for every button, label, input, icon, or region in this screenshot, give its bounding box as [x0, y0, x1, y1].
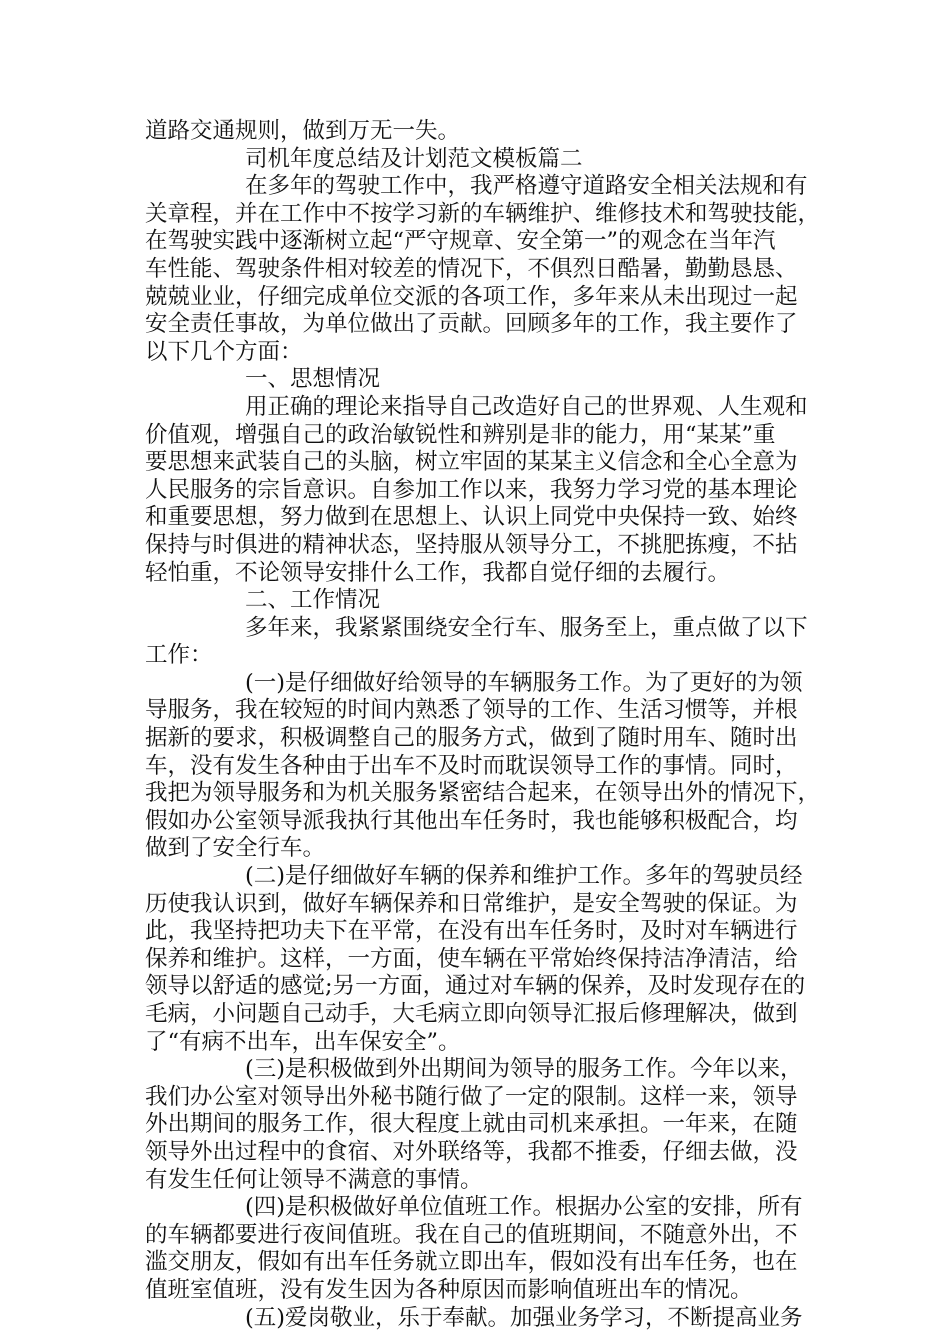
text-line: 司机年度总结及计划范文模板篇二 [245, 145, 583, 172]
text-line: 此，我坚持把功夫下在平常，在没有出车任务时，及时对车辆进行 [145, 918, 798, 945]
text-line: 一、思想情况 [245, 366, 381, 393]
text-line: 领导外出过程中的食宿、对外联络等，我都不推委，仔细去做，没 [145, 1138, 798, 1165]
text-line: 领导以舒适的感觉;另一方面，通过对车辆的保养，及时发现存在的 [145, 973, 806, 1000]
text-line: 的车辆都要进行夜间值班。我在自己的值班期间，不随意外出，不 [145, 1221, 798, 1248]
text-line: (五)爱岗敬业，乐于奉献。加强业务学习，不断提高业务 [245, 1304, 803, 1331]
text-line: 做到了安全行车。 [145, 835, 326, 862]
text-line: 安全责任事故，为单位做出了贡献。回顾多年的工作，我主要作了 [145, 311, 798, 338]
text-line: 历使我认识到，做好车辆保养和日常维护，是安全驾驶的保证。为 [145, 890, 798, 917]
text-line: 要思想来武装自己的头脑，树立牢固的某某主义信念和全心全意为 [145, 449, 798, 476]
text-line: 毛病，小问题自己动手，大毛病立即向领导汇报后修理解决，做到 [145, 1001, 798, 1027]
text-line: 兢兢业业，仔细完成单位交派的各项工作，多年来从未出现过一起 [145, 283, 798, 310]
text-line: 工作： [145, 642, 213, 669]
text-line: 保持与时俱进的精神状态，坚持服从领导分工，不挑肥拣瘦，不拈 [145, 531, 798, 558]
text-line: 外出期间的服务工作，很大程度上就由司机来承担。一年来，在随 [145, 1111, 798, 1138]
text-line: 价值观，增强自己的政治敏锐性和辨别是非的能力，用“某某”重 [145, 421, 776, 448]
text-line: 人民服务的宗旨意识。自参加工作以来，我努力学习党的基本理论 [145, 476, 798, 503]
text-line: 和重要思想，努力做到在思想上、认识上同党中央保持一致、始终 [145, 504, 798, 531]
text-line: 值班室值班，没有发生因为各种原因而影响值班出车的情况。 [145, 1276, 753, 1303]
text-line: (二)是仔细做好车辆的保养和维护工作。多年的驾驶员经 [245, 863, 803, 890]
text-line: (一)是仔细做好给领导的车辆服务工作。为了更好的为领 [245, 669, 803, 696]
document-body [145, 118, 821, 1332]
text-line: 车性能、驾驶条件相对较差的情况下，不俱烈日酷暑，勤勤恳恳、 [145, 255, 798, 282]
text-line: 滥交朋友，假如有出车任务就立即出车，假如没有出车任务，也在 [145, 1249, 798, 1276]
text-line: 以下几个方面： [145, 338, 303, 365]
text-line: 有发生任何让领导不满意的事情。 [145, 1166, 483, 1193]
text-line: (三)是积极做到外出期间为领导的服务工作。今年以来， [245, 1056, 803, 1083]
text-line: 关章程，并在工作中不按学习新的车辆维护、维修技术和驾驶技能， [145, 200, 821, 227]
text-line: 车，没有发生各种由于出车不及时而耽误领导工作的事情。同时， [145, 752, 798, 779]
text-line: 导服务，我在较短的时间内熟悉了领导的工作、生活习惯等，并根 [145, 697, 798, 724]
text-line: 轻怕重，不论领导安排什么工作，我都自觉仔细的去履行。 [145, 559, 731, 586]
text-line: 据新的要求，积极调整自己的服务方式，做到了随时用车、随时出 [145, 725, 798, 752]
text-line: 多年来，我紧紧围绕安全行车、服务至上，重点做了以下 [245, 614, 808, 641]
text-line: (四)是积极做好单位值班工作。根据办公室的安排，所有 [245, 1194, 803, 1221]
text-line: 假如办公室领导派我执行其他出车任务时，我也能够积极配合，均 [145, 807, 798, 834]
text-line: 我们办公室对领导出外秘书随行做了一定的限制。这样一来，领导 [145, 1083, 798, 1110]
text-line: 道路交通规则，做到万无一失。 [145, 118, 461, 144]
text-line: 用正确的理论来指导自己改造好自己的世界观、人生观和 [245, 393, 808, 420]
text-line: 在多年的驾驶工作中，我严格遵守道路安全相关法规和有 [245, 173, 808, 200]
text-line: 我把为领导服务和为机关服务紧密结合起来，在领导出外的情况下， [145, 780, 821, 807]
text-line: 二、工作情况 [245, 587, 381, 614]
text-line: 在驾驶实践中逐渐树立起“严守规章、安全第一”的观念在当年汽 [145, 228, 776, 255]
text-line: 保养和维护。这样，一方面，使车辆在平常始终保持洁净清洁，给 [145, 945, 798, 972]
text-line: 了“有病不出车，出车保安全”。 [145, 1028, 461, 1055]
